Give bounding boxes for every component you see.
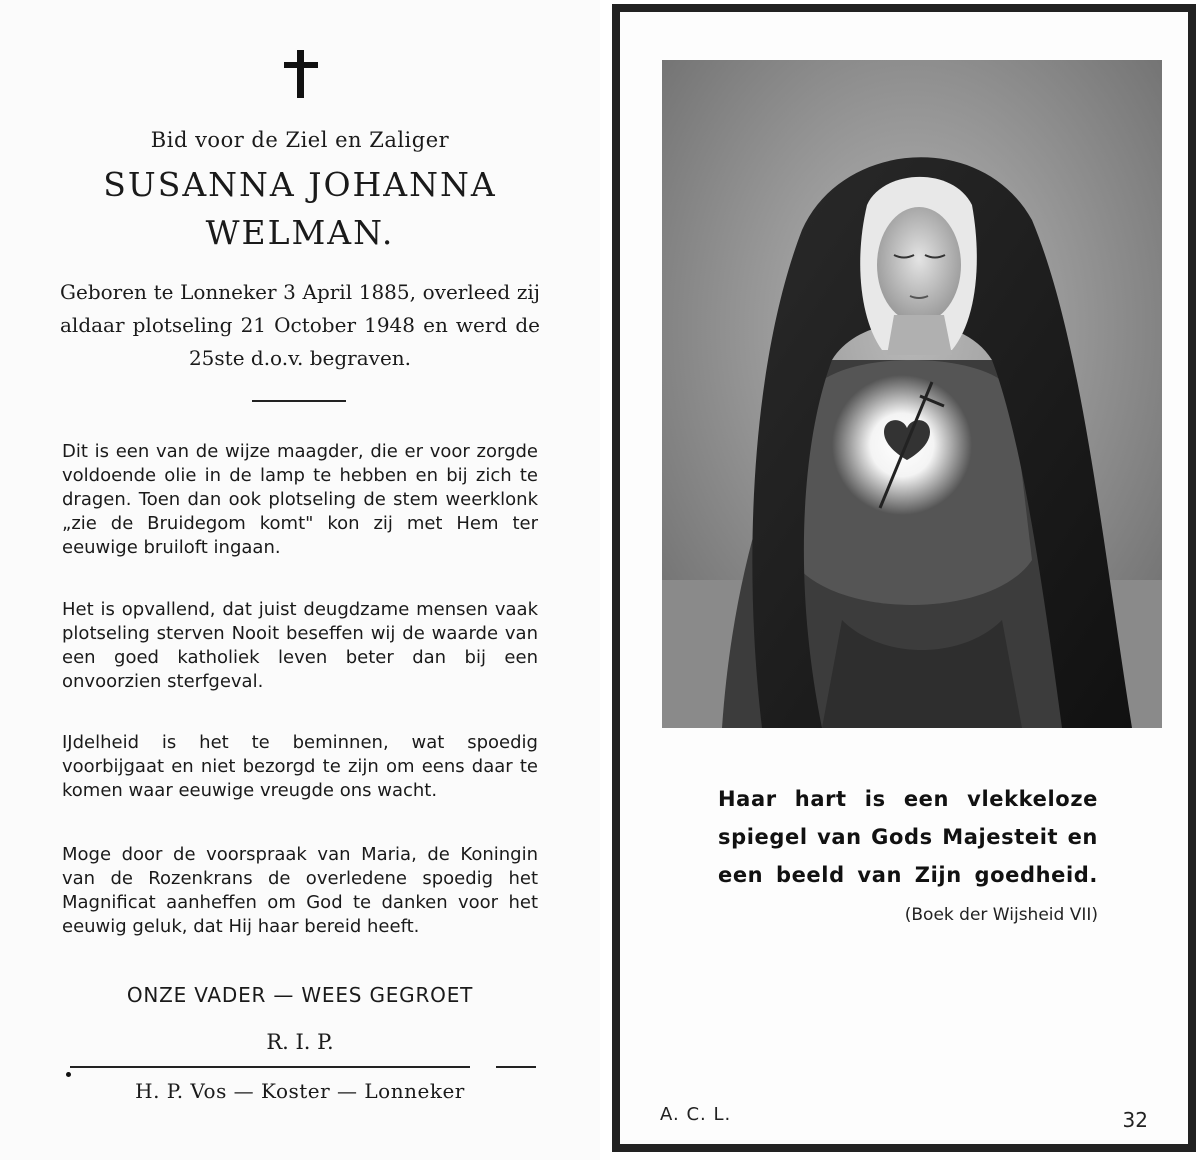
image-panel-inner: [620, 12, 1188, 1144]
divider: [252, 400, 346, 402]
ink-dot: [66, 1072, 71, 1077]
quote-source: (Boek der Wijsheid VII): [904, 905, 1098, 925]
deceased-name-line1: SUSANNA JOHANNA: [103, 165, 497, 204]
cross-icon: [284, 50, 318, 98]
publisher-mark: A. C. L.: [660, 1104, 732, 1125]
paragraph-wise-virgin: Dit is een van de wijze maagder, die er voor zorgde voldoende olie in de lamp te hebben en bij zich te dragen. Toen dan ook plotseling de stem weerklonk „zie de Bruidegom komt" kon zij met Hem ter eeuwige bruiloft ingaan.: [62, 441, 538, 558]
prayer-line: ONZE VADER — WEES GEGROET: [126, 983, 474, 1007]
paragraph-sudden-death: Het is opvallend, dat juist deugdzame mensen vaak plotseling sterven Nooit beseffen wij de waarde van een goed katholiek leven beter dan bij een onvoorzien sterfgeval.: [62, 599, 538, 692]
quote-line2: spiegel van Gods Majesteit en: [718, 825, 1098, 849]
paragraph-vanity: IJdelheid is het te beminnen, wat spoedig voorbijgaat en niet bezorgd te zijn om eens daar te komen waar eeuwige vreugde ons wacht.: [62, 732, 538, 801]
birth-death-text: Geboren te Lonneker 3 April 1885, overleed zij aldaar plotseling 21 October 1948 en werd de 25ste d.o.v. begraven.: [60, 280, 540, 370]
deceased-name-line2: WELMAN.: [205, 213, 395, 252]
printer-credit: H. P. Vos — Koster — Lonneker: [135, 1079, 465, 1103]
madonna-illustration: [662, 60, 1162, 728]
divider-long: [70, 1066, 470, 1068]
paragraph-intercession: Moge door de voorspraak van Maria, de Koningin van de Rozenkrans de overledene spoedig het Magnificat aanheffen om God te danken voor het eeuwig geluk, dat Hij haar bereid heeft.: [62, 844, 538, 937]
divider-long-end: [496, 1066, 536, 1068]
quote-line3: een beeld van Zijn goedheid.: [718, 863, 1098, 887]
quote-line1: Haar hart is een vlekkeloze: [718, 787, 1098, 811]
card-number: 32: [1122, 1108, 1148, 1132]
memorial-card-image-panel: [612, 4, 1196, 1152]
madonna-image: [662, 60, 1162, 728]
rip-line: R. I. P.: [266, 1030, 334, 1054]
intro-line: Bid voor de Ziel en Zaliger: [150, 128, 450, 152]
